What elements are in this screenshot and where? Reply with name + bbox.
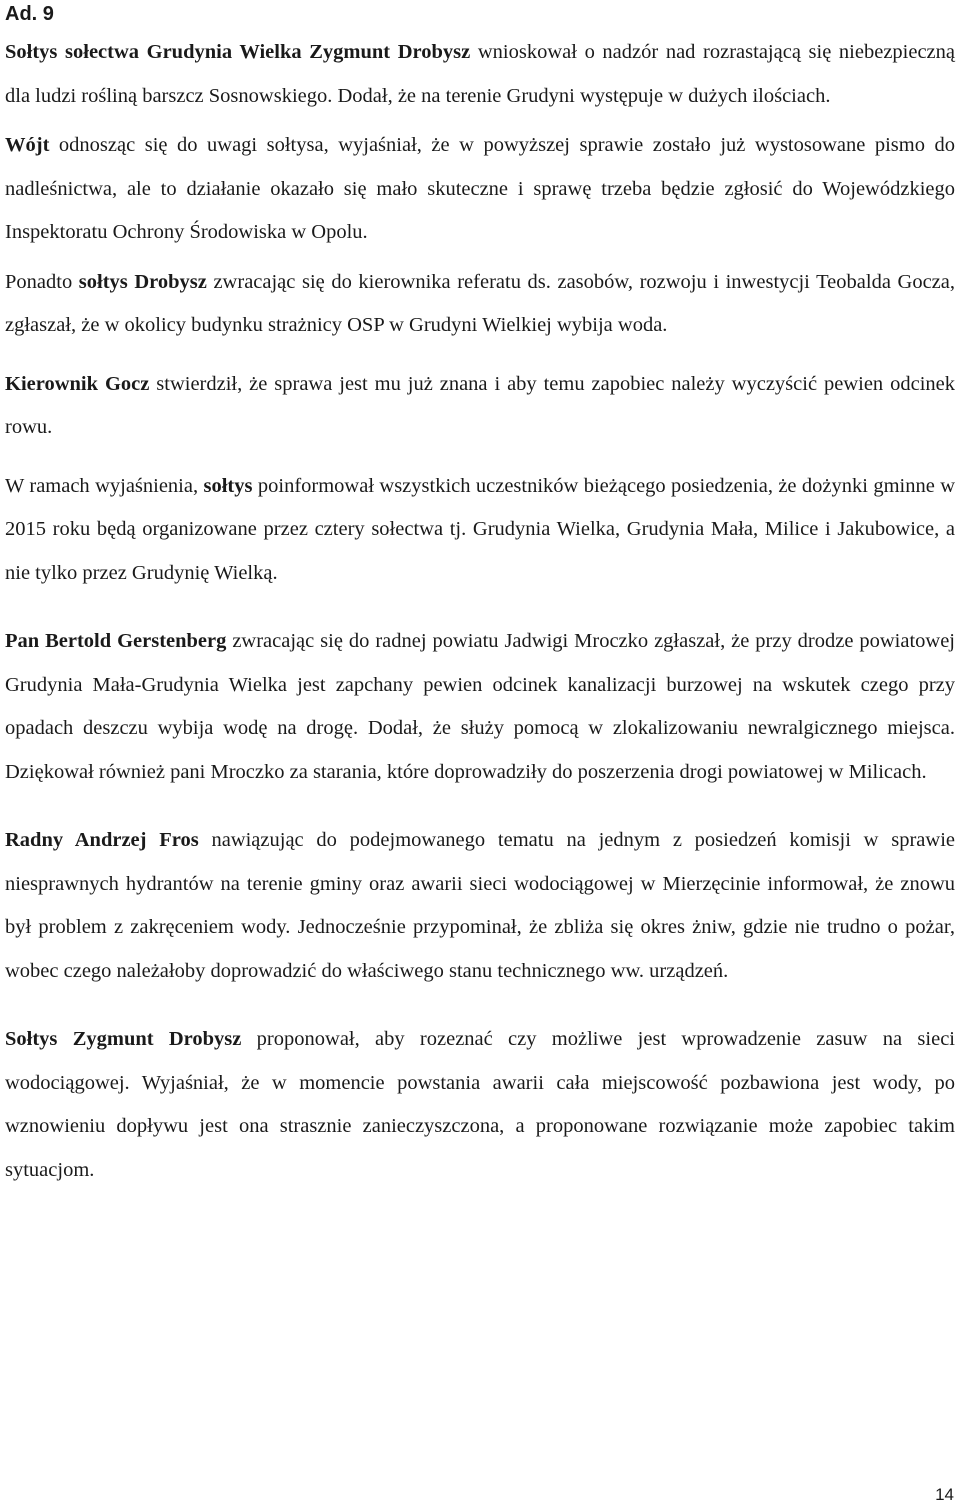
paragraph-text: proponował, aby rozeznać czy możliwe jest wprowadzenie zasuw na sieci wodociągowej. Wyjaśniał, że w momencie powstania awarii cała miejscowość pozbawiona jest wody, po wznowieniu dopływu jest ona strasznie zanieczyszczona, a proponowane rozwiązanie może zapobiec takim sytuacjom. bbox=[5, 1028, 955, 1181]
paragraph-fros bbox=[5, 819, 955, 993]
speaker-name: Kierownik Gocz bbox=[5, 372, 150, 395]
speaker-name: Radny Andrzej Fros bbox=[5, 829, 199, 851]
paragraph-text: wnioskował o nadzór nad rozrastającą się niebezpieczną dla ludzi rośliną barszcz Sosnowskiego. Dodał, że na terenie Grudyni występuje w dużych ilościach. bbox=[5, 41, 956, 107]
paragraph-soltys-osp bbox=[5, 261, 955, 348]
paragraph-gerstenberg bbox=[5, 620, 955, 794]
paragraph-text: zwracając się do kierownika referatu ds. zasobów, rozwoju i inwestycji Teobalda Gocza, zgłaszał, że w okolicy budynku strażnicy OSP w Grudyni Wielkiej wybija woda. bbox=[5, 270, 955, 336]
paragraph-text: nawiązując do podejmowanego tematu na jednym z posiedzeń komisji w sprawie niesprawnych hydrantów na terenie gminy oraz awarii sieci wodociągowej w Mierzęcinie informował, że znowu był problem z zakręceniem wody. Jednocześnie przypominał, że zbliża się okres żniw, gdzie nie trudno o pożar, wobec czego należałoby doprowadzić do właściwego stanu technicznego ww. urządzeń. bbox=[5, 829, 955, 982]
paragraph-barszcz bbox=[5, 31, 955, 118]
speaker-name: sołtys Drobysz bbox=[78, 270, 207, 293]
speaker-name: Wójt bbox=[5, 134, 50, 156]
paragraph-drobysz-zasuwy bbox=[5, 1018, 955, 1192]
page-number: 14 bbox=[935, 1485, 954, 1504]
paragraph-text: Ponadto bbox=[5, 270, 79, 293]
document-page bbox=[5, 0, 955, 1192]
speaker-name: Sołtys sołectwa Grudynia Wielka Zygmunt Drobysz bbox=[5, 41, 471, 63]
paragraph-text: W ramach wyjaśnienia, bbox=[5, 474, 204, 497]
paragraph-text: odnosząc się do uwagi sołtysa, wyjaśniał, że w powyższej sprawie zostało już wystosowane pismo do nadleśnictwa, ale to działanie okazało się mało skuteczne i sprawę trzeba będzie zgłosić do Wojewódzkiego Inspektoratu Ochrony Środowiska w Opolu. bbox=[5, 134, 955, 243]
paragraph-wojt bbox=[5, 124, 955, 255]
paragraph-kierownik bbox=[5, 363, 955, 450]
speaker-name: sołtys bbox=[203, 474, 253, 497]
paragraph-text: stwierdził, że sprawa jest mu już znana i aby temu zapobiec należy wyczyścić pewien odcinek rowu. bbox=[5, 372, 955, 438]
speaker-name: Pan Bertold Gerstenberg bbox=[5, 630, 227, 652]
paragraph-text: poinformował wszystkich uczestników bieżącego posiedzenia, że dożynki gminne w 2015 roku będą organizowane przez cztery sołectwa tj. Grudynia Wielka, Grudynia Mała, Milice i Jakubowice, a nie tylko przez Grudynię Wielką. bbox=[5, 474, 956, 584]
speaker-name: Sołtys Zygmunt Drobysz bbox=[5, 1028, 242, 1050]
paragraph-dozynki bbox=[5, 465, 955, 596]
paragraph-text: zwracając się do radnej powiatu Jadwigi Mroczko zgłaszał, że przy drodze powiatowej Grudynia Mała-Grudynia Wielka jest zapchany pewien odcinek kanalizacji burzowej na wskutek czego przy opadach deszczu wybija wodę na drogę. Dodał, że służy pomocą w zlokalizowaniu newralgicznego miejsca. Dziękował również pani Mroczko za starania, które doprowadziły do poszerzenia drogi powiatowej w Milicach. bbox=[5, 630, 955, 783]
section-heading: Ad. 9 bbox=[5, 3, 54, 25]
